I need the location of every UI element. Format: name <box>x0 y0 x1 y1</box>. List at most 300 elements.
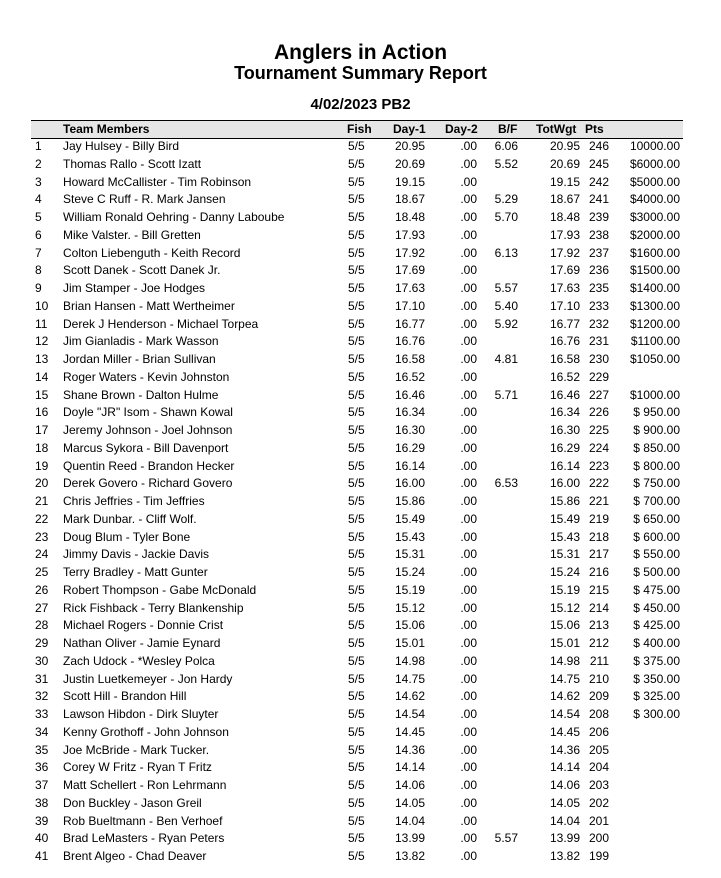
day1-cell: 15.19 <box>394 582 425 597</box>
pts-cell: 210 <box>588 671 609 686</box>
team-cell: Jordan Miller - Brian Sullivan <box>63 352 216 366</box>
fish-cell: 5/5 <box>348 298 365 313</box>
team-cell: Jimmy Davis - Jackie Davis <box>63 547 210 562</box>
prize-cell: $1400.00 <box>629 281 680 295</box>
day1-cell: 17.69 <box>394 263 425 278</box>
prize-cell: $ 375.00 <box>633 653 680 668</box>
totwgt-cell: 16.76 <box>549 334 580 349</box>
rank-cell: 31 <box>35 671 49 686</box>
pts-cell: 225 <box>588 423 609 437</box>
rank-cell: 14 <box>35 369 49 384</box>
day1-cell: 14.62 <box>394 689 425 704</box>
team-cell: Rob Bueltmann - Ben Verhoef <box>63 813 223 828</box>
team-cell: Doyle "JR" Isom - Shawn Kowal <box>63 405 233 420</box>
team-cell: Joe McBride - Mark Tucker. <box>63 742 210 757</box>
rank-cell: 6 <box>35 227 42 242</box>
bf-cell: 5.70 <box>494 210 518 224</box>
rank-cell: 19 <box>35 458 49 473</box>
fish-cell: 5/5 <box>348 707 365 721</box>
prize-cell: $1300.00 <box>629 298 680 313</box>
day1-cell: 14.06 <box>394 778 425 792</box>
rank-cell: 41 <box>35 849 49 863</box>
prize-cell: $1000.00 <box>629 387 680 402</box>
totwgt-cell: 13.99 <box>549 831 580 846</box>
fish-cell: 5/5 <box>348 671 365 686</box>
totwgt-cell: 14.62 <box>549 689 580 704</box>
day2-cell: .00 <box>460 139 477 153</box>
totwgt-cell: 15.86 <box>549 494 580 508</box>
prize-cell: $3000.00 <box>629 210 680 224</box>
day2-cell: .00 <box>460 707 477 721</box>
team-cell: Terry Bradley - Matt Gunter <box>63 565 208 579</box>
prize-cell: $ 475.00 <box>633 582 680 597</box>
fish-cell: 5/5 <box>348 653 365 668</box>
rank-cell: 12 <box>35 334 49 349</box>
totwgt-cell: 14.45 <box>549 724 580 739</box>
day2-cell: .00 <box>460 511 477 526</box>
day1-cell: 15.01 <box>394 636 425 650</box>
rank-cell: 21 <box>35 494 49 508</box>
day2-cell: .00 <box>460 618 477 633</box>
table-row <box>0 635 721 653</box>
rank-cell: 25 <box>35 565 49 579</box>
table-row <box>0 564 721 582</box>
rank-cell: 40 <box>35 831 49 846</box>
totwgt-cell: 16.34 <box>549 405 580 420</box>
day1-cell: 19.15 <box>394 174 425 189</box>
totwgt-cell: 13.82 <box>549 849 580 863</box>
totwgt-cell: 17.92 <box>549 245 580 260</box>
day1-cell: 17.10 <box>394 298 425 313</box>
day2-cell: .00 <box>460 281 477 295</box>
table-row <box>0 777 721 795</box>
prize-cell: $ 500.00 <box>633 565 680 579</box>
prize-cell: $1200.00 <box>629 316 680 331</box>
pts-cell: 221 <box>588 494 609 508</box>
rank-cell: 5 <box>35 210 42 224</box>
pts-cell: 203 <box>588 778 609 792</box>
table-row <box>0 262 721 280</box>
day2-cell: .00 <box>460 529 477 544</box>
pts-cell: 222 <box>588 476 609 491</box>
day2-cell: .00 <box>460 565 477 579</box>
pts-cell: 223 <box>588 458 609 473</box>
team-cell: Brian Hansen - Matt Wertheimer <box>63 298 235 313</box>
pts-cell: 200 <box>588 831 609 846</box>
rank-cell: 34 <box>35 724 49 739</box>
totwgt-cell: 14.05 <box>549 795 580 810</box>
pts-cell: 246 <box>588 139 609 153</box>
rank-cell: 2 <box>35 156 42 171</box>
rank-cell: 3 <box>35 174 42 189</box>
bf-cell: 5.57 <box>494 831 518 846</box>
team-cell: Rick Fishback - Terry Blankenship <box>63 600 244 615</box>
prize-cell: 10000.00 <box>629 139 680 153</box>
fish-cell: 5/5 <box>348 192 365 207</box>
rank-cell: 16 <box>35 405 49 420</box>
table-header <box>31 120 683 139</box>
bf-cell: 5.92 <box>494 316 518 331</box>
fish-cell: 5/5 <box>348 565 365 579</box>
pts-cell: 199 <box>588 849 609 863</box>
rank-cell: 10 <box>35 298 49 313</box>
prize-cell: $ 425.00 <box>633 618 680 633</box>
team-cell: Thomas Rallo - Scott Izatt <box>63 156 202 171</box>
table-row <box>0 422 721 440</box>
day1-cell: 15.86 <box>394 494 425 508</box>
bf-cell: 5.71 <box>494 387 518 402</box>
rank-cell: 27 <box>35 600 49 615</box>
totwgt-cell: 14.14 <box>549 760 580 775</box>
day2-cell: .00 <box>460 689 477 704</box>
totwgt-cell: 14.04 <box>549 813 580 828</box>
day1-cell: 20.95 <box>394 139 425 153</box>
pts-cell: 239 <box>588 210 609 224</box>
totwgt-cell: 16.77 <box>549 316 580 331</box>
day1-cell: 18.67 <box>394 192 425 207</box>
table-row <box>0 582 721 600</box>
table-row <box>0 600 721 618</box>
totwgt-cell: 15.49 <box>549 511 580 526</box>
day2-cell: .00 <box>460 476 477 491</box>
team-cell: Brad LeMasters - Ryan Peters <box>63 831 225 846</box>
pts-cell: 238 <box>588 227 609 242</box>
prize-cell: $5000.00 <box>629 174 680 189</box>
table-row <box>0 458 721 476</box>
pts-cell: 206 <box>588 724 609 739</box>
table-row <box>0 848 721 866</box>
day2-cell: .00 <box>460 387 477 402</box>
team-cell: Scott Danek - Scott Danek Jr. <box>63 263 221 278</box>
prize-cell: $ 550.00 <box>633 547 680 562</box>
day2-cell: .00 <box>460 334 477 349</box>
totwgt-cell: 15.43 <box>549 529 580 544</box>
table-row <box>0 191 721 209</box>
prize-cell: $ 400.00 <box>633 636 680 650</box>
pts-cell: 235 <box>588 281 609 295</box>
prize-cell: $ 950.00 <box>633 405 680 420</box>
rank-cell: 7 <box>35 245 42 260</box>
table-row <box>0 316 721 334</box>
fish-cell: 5/5 <box>348 511 365 526</box>
day2-cell: .00 <box>460 600 477 615</box>
table-row <box>0 813 721 831</box>
day1-cell: 17.63 <box>394 281 425 295</box>
day1-cell: 14.14 <box>394 760 425 775</box>
team-cell: Nathan Oliver - Jamie Eynard <box>63 636 221 650</box>
day1-cell: 16.76 <box>394 334 425 349</box>
fish-cell: 5/5 <box>348 369 365 384</box>
pts-cell: 227 <box>588 387 609 402</box>
day2-cell: .00 <box>460 494 477 508</box>
team-cell: Shane Brown - Dalton Hulme <box>63 387 219 402</box>
day1-cell: 13.99 <box>394 831 425 846</box>
day2-cell: .00 <box>460 174 477 189</box>
totwgt-cell: 15.24 <box>549 565 580 579</box>
day2-cell: .00 <box>460 724 477 739</box>
day2-cell: .00 <box>460 653 477 668</box>
totwgt-cell: 16.29 <box>549 440 580 455</box>
fish-cell: 5/5 <box>348 636 365 650</box>
team-cell: Colton Liebenguth - Keith Record <box>63 245 241 260</box>
fish-cell: 5/5 <box>348 760 365 775</box>
day1-cell: 17.93 <box>394 227 425 242</box>
day2-cell: .00 <box>460 423 477 437</box>
prize-cell: $1500.00 <box>629 263 680 278</box>
day2-cell: .00 <box>460 156 477 171</box>
totwgt-cell: 16.46 <box>549 387 580 402</box>
bf-cell: 5.29 <box>494 192 518 207</box>
day1-cell: 15.49 <box>394 511 425 526</box>
fish-cell: 5/5 <box>348 423 365 437</box>
day2-cell: .00 <box>460 760 477 775</box>
day1-cell: 13.82 <box>394 849 425 863</box>
table-row <box>0 671 721 689</box>
fish-cell: 5/5 <box>348 582 365 597</box>
prize-cell: $1050.00 <box>629 352 680 366</box>
day1-cell: 15.43 <box>394 529 425 544</box>
day2-cell: .00 <box>460 458 477 473</box>
rank-cell: 23 <box>35 529 49 544</box>
prize-cell: $2000.00 <box>629 227 680 242</box>
fish-cell: 5/5 <box>348 139 365 153</box>
rank-cell: 15 <box>35 387 49 402</box>
fish-cell: 5/5 <box>348 813 365 828</box>
pts-cell: 217 <box>588 547 609 562</box>
prize-cell: $ 650.00 <box>633 511 680 526</box>
report-subtitle: Tournament Summary Report <box>234 63 487 83</box>
prize-cell: $6000.00 <box>629 156 680 171</box>
rank-cell: 28 <box>35 618 49 633</box>
rank-cell: 17 <box>35 423 49 437</box>
rank-cell: 20 <box>35 476 49 491</box>
rank-cell: 26 <box>35 582 49 597</box>
table-row <box>0 493 721 511</box>
fish-cell: 5/5 <box>348 742 365 757</box>
fish-cell: 5/5 <box>348 316 365 331</box>
table-row <box>0 138 721 156</box>
team-cell: Michael Rogers - Donnie Crist <box>63 618 224 633</box>
table-row <box>0 546 721 564</box>
day1-cell: 16.58 <box>394 352 425 366</box>
day1-cell: 16.30 <box>394 423 425 437</box>
fish-cell: 5/5 <box>348 405 365 420</box>
table-row <box>0 440 721 458</box>
pts-cell: 231 <box>588 334 609 349</box>
team-cell: Howard McCallister - Tim Robinson <box>63 174 252 189</box>
day1-cell: 14.54 <box>394 707 425 721</box>
day1-cell: 15.24 <box>394 565 425 579</box>
rank-cell: 30 <box>35 653 49 668</box>
team-cell: Mike Valster. - Bill Gretten <box>63 227 201 242</box>
table-row <box>0 227 721 245</box>
day1-cell: 17.92 <box>394 245 425 260</box>
team-cell: Kenny Grothoff - John Johnson <box>63 724 229 739</box>
fish-cell: 5/5 <box>348 795 365 810</box>
pts-cell: 215 <box>588 582 609 597</box>
day1-cell: 14.98 <box>394 653 425 668</box>
pts-cell: 216 <box>588 565 609 579</box>
fish-cell: 5/5 <box>348 689 365 704</box>
totwgt-cell: 15.31 <box>549 547 580 562</box>
day1-cell: 14.45 <box>394 724 425 739</box>
pts-cell: 204 <box>588 760 609 775</box>
table-row <box>0 706 721 724</box>
totwgt-cell: 17.93 <box>549 227 580 242</box>
prize-cell: $ 700.00 <box>633 494 680 508</box>
table-row <box>0 759 721 777</box>
table-row <box>0 617 721 635</box>
pts-cell: 218 <box>588 529 609 544</box>
totwgt-cell: 15.01 <box>549 636 580 650</box>
table-row <box>0 298 721 316</box>
totwgt-cell: 18.48 <box>549 210 580 224</box>
table-row <box>0 156 721 174</box>
totwgt-cell: 16.00 <box>549 476 580 491</box>
table-row <box>0 688 721 706</box>
day1-cell: 14.04 <box>394 813 425 828</box>
rank-cell: 24 <box>35 547 49 562</box>
team-cell: Jim Gianladis - Mark Wasson <box>63 334 219 349</box>
team-cell: William Ronald Oehring - Danny Laboube <box>63 210 285 224</box>
day2-cell: .00 <box>460 849 477 863</box>
event-date: 4/02/2023 PB2 <box>310 96 411 113</box>
totwgt-cell: 16.58 <box>549 352 580 366</box>
day1-cell: 16.00 <box>394 476 425 491</box>
prize-cell: $ 800.00 <box>633 458 680 473</box>
pts-cell: 229 <box>588 369 609 384</box>
day1-cell: 14.75 <box>394 671 425 686</box>
table-row <box>0 280 721 298</box>
fish-cell: 5/5 <box>348 458 365 473</box>
prize-cell: $ 600.00 <box>633 529 680 544</box>
team-cell: Jim Stamper - Joe Hodges <box>63 281 206 295</box>
table-row <box>0 724 721 742</box>
team-cell: Quentin Reed - Brandon Hecker <box>63 458 235 473</box>
totwgt-cell: 19.15 <box>549 174 580 189</box>
pts-cell: 226 <box>588 405 609 420</box>
day2-cell: .00 <box>460 440 477 455</box>
table-row <box>0 174 721 192</box>
fish-cell: 5/5 <box>348 724 365 739</box>
rank-cell: 9 <box>35 281 42 295</box>
totwgt-cell: 14.98 <box>549 653 580 668</box>
team-cell: Lawson Hibdon - Dirk Sluyter <box>63 707 219 721</box>
totwgt-cell: 16.14 <box>549 458 580 473</box>
pts-cell: 208 <box>588 707 609 721</box>
rank-cell: 29 <box>35 636 49 650</box>
pts-cell: 212 <box>588 636 609 650</box>
pts-cell: 241 <box>588 192 609 207</box>
team-cell: Steve C Ruff - R. Mark Jansen <box>63 192 226 207</box>
fish-cell: 5/5 <box>348 387 365 402</box>
day2-cell: .00 <box>460 831 477 846</box>
pts-cell: 202 <box>588 795 609 810</box>
rank-cell: 4 <box>35 192 42 207</box>
rank-cell: 38 <box>35 795 49 810</box>
totwgt-cell: 16.30 <box>549 423 580 437</box>
team-cell: Zach Udock - *Wesley Polca <box>63 653 215 668</box>
prize-cell: $1100.00 <box>630 334 680 349</box>
pts-cell: 213 <box>588 618 609 633</box>
pts-cell: 205 <box>588 742 609 757</box>
table-row <box>0 369 721 387</box>
prize-cell: $ 350.00 <box>633 671 680 686</box>
prize-cell: $ 450.00 <box>633 600 680 615</box>
bf-cell: 5.57 <box>494 281 518 295</box>
totwgt-cell: 14.54 <box>549 707 580 721</box>
table-row <box>0 404 721 422</box>
day1-cell: 16.46 <box>394 387 425 402</box>
fish-cell: 5/5 <box>348 334 365 349</box>
table-row <box>0 653 721 671</box>
day2-cell: .00 <box>460 547 477 562</box>
fish-cell: 5/5 <box>348 227 365 242</box>
fish-cell: 5/5 <box>348 352 365 366</box>
pts-cell: 214 <box>588 600 609 615</box>
pts-cell: 224 <box>588 440 609 455</box>
col-fish: Fish <box>347 122 372 136</box>
team-cell: Don Buckley - Jason Greil <box>63 795 202 810</box>
fish-cell: 5/5 <box>348 849 365 863</box>
table-row <box>0 387 721 405</box>
fish-cell: 5/5 <box>348 600 365 615</box>
day1-cell: 16.34 <box>394 405 425 420</box>
totwgt-cell: 20.95 <box>549 139 580 153</box>
team-cell: Jay Hulsey - Billy Bird <box>63 139 180 153</box>
fish-cell: 5/5 <box>348 210 365 224</box>
day1-cell: 16.14 <box>394 458 425 473</box>
rank-cell: 18 <box>35 440 49 455</box>
bf-cell: 6.06 <box>494 139 518 153</box>
totwgt-cell: 15.19 <box>549 582 580 597</box>
table-row <box>0 351 721 369</box>
fish-cell: 5/5 <box>348 440 365 455</box>
col-day2: Day-2 <box>445 122 478 136</box>
bf-cell: 5.40 <box>494 298 518 313</box>
totwgt-cell: 14.06 <box>549 778 580 792</box>
day2-cell: .00 <box>460 795 477 810</box>
table-row <box>0 529 721 547</box>
fish-cell: 5/5 <box>348 547 365 562</box>
pts-cell: 219 <box>588 511 609 526</box>
rank-cell: 36 <box>35 760 49 775</box>
table-row <box>0 511 721 529</box>
day1-cell: 14.05 <box>394 795 425 810</box>
fish-cell: 5/5 <box>348 831 365 846</box>
fish-cell: 5/5 <box>348 174 365 189</box>
fish-cell: 5/5 <box>348 263 365 278</box>
team-cell: Chris Jeffries - Tim Jeffries <box>63 494 205 508</box>
fish-cell: 5/5 <box>348 778 365 792</box>
day2-cell: .00 <box>460 369 477 384</box>
day2-cell: .00 <box>460 582 477 597</box>
prize-cell: $ 850.00 <box>633 440 680 455</box>
day2-cell: .00 <box>460 210 477 224</box>
table-row <box>0 475 721 493</box>
team-cell: Marcus Sykora - Bill Davenport <box>63 440 229 455</box>
table-row <box>0 795 721 813</box>
totwgt-cell: 17.69 <box>549 263 580 278</box>
rank-cell: 33 <box>35 707 49 721</box>
day2-cell: .00 <box>460 742 477 757</box>
report-title: Anglers in Action <box>273 41 448 64</box>
day2-cell: .00 <box>460 316 477 331</box>
prize-cell: $1600.00 <box>629 245 680 260</box>
day2-cell: .00 <box>460 636 477 650</box>
totwgt-cell: 15.12 <box>549 600 580 615</box>
table-row <box>0 742 721 760</box>
